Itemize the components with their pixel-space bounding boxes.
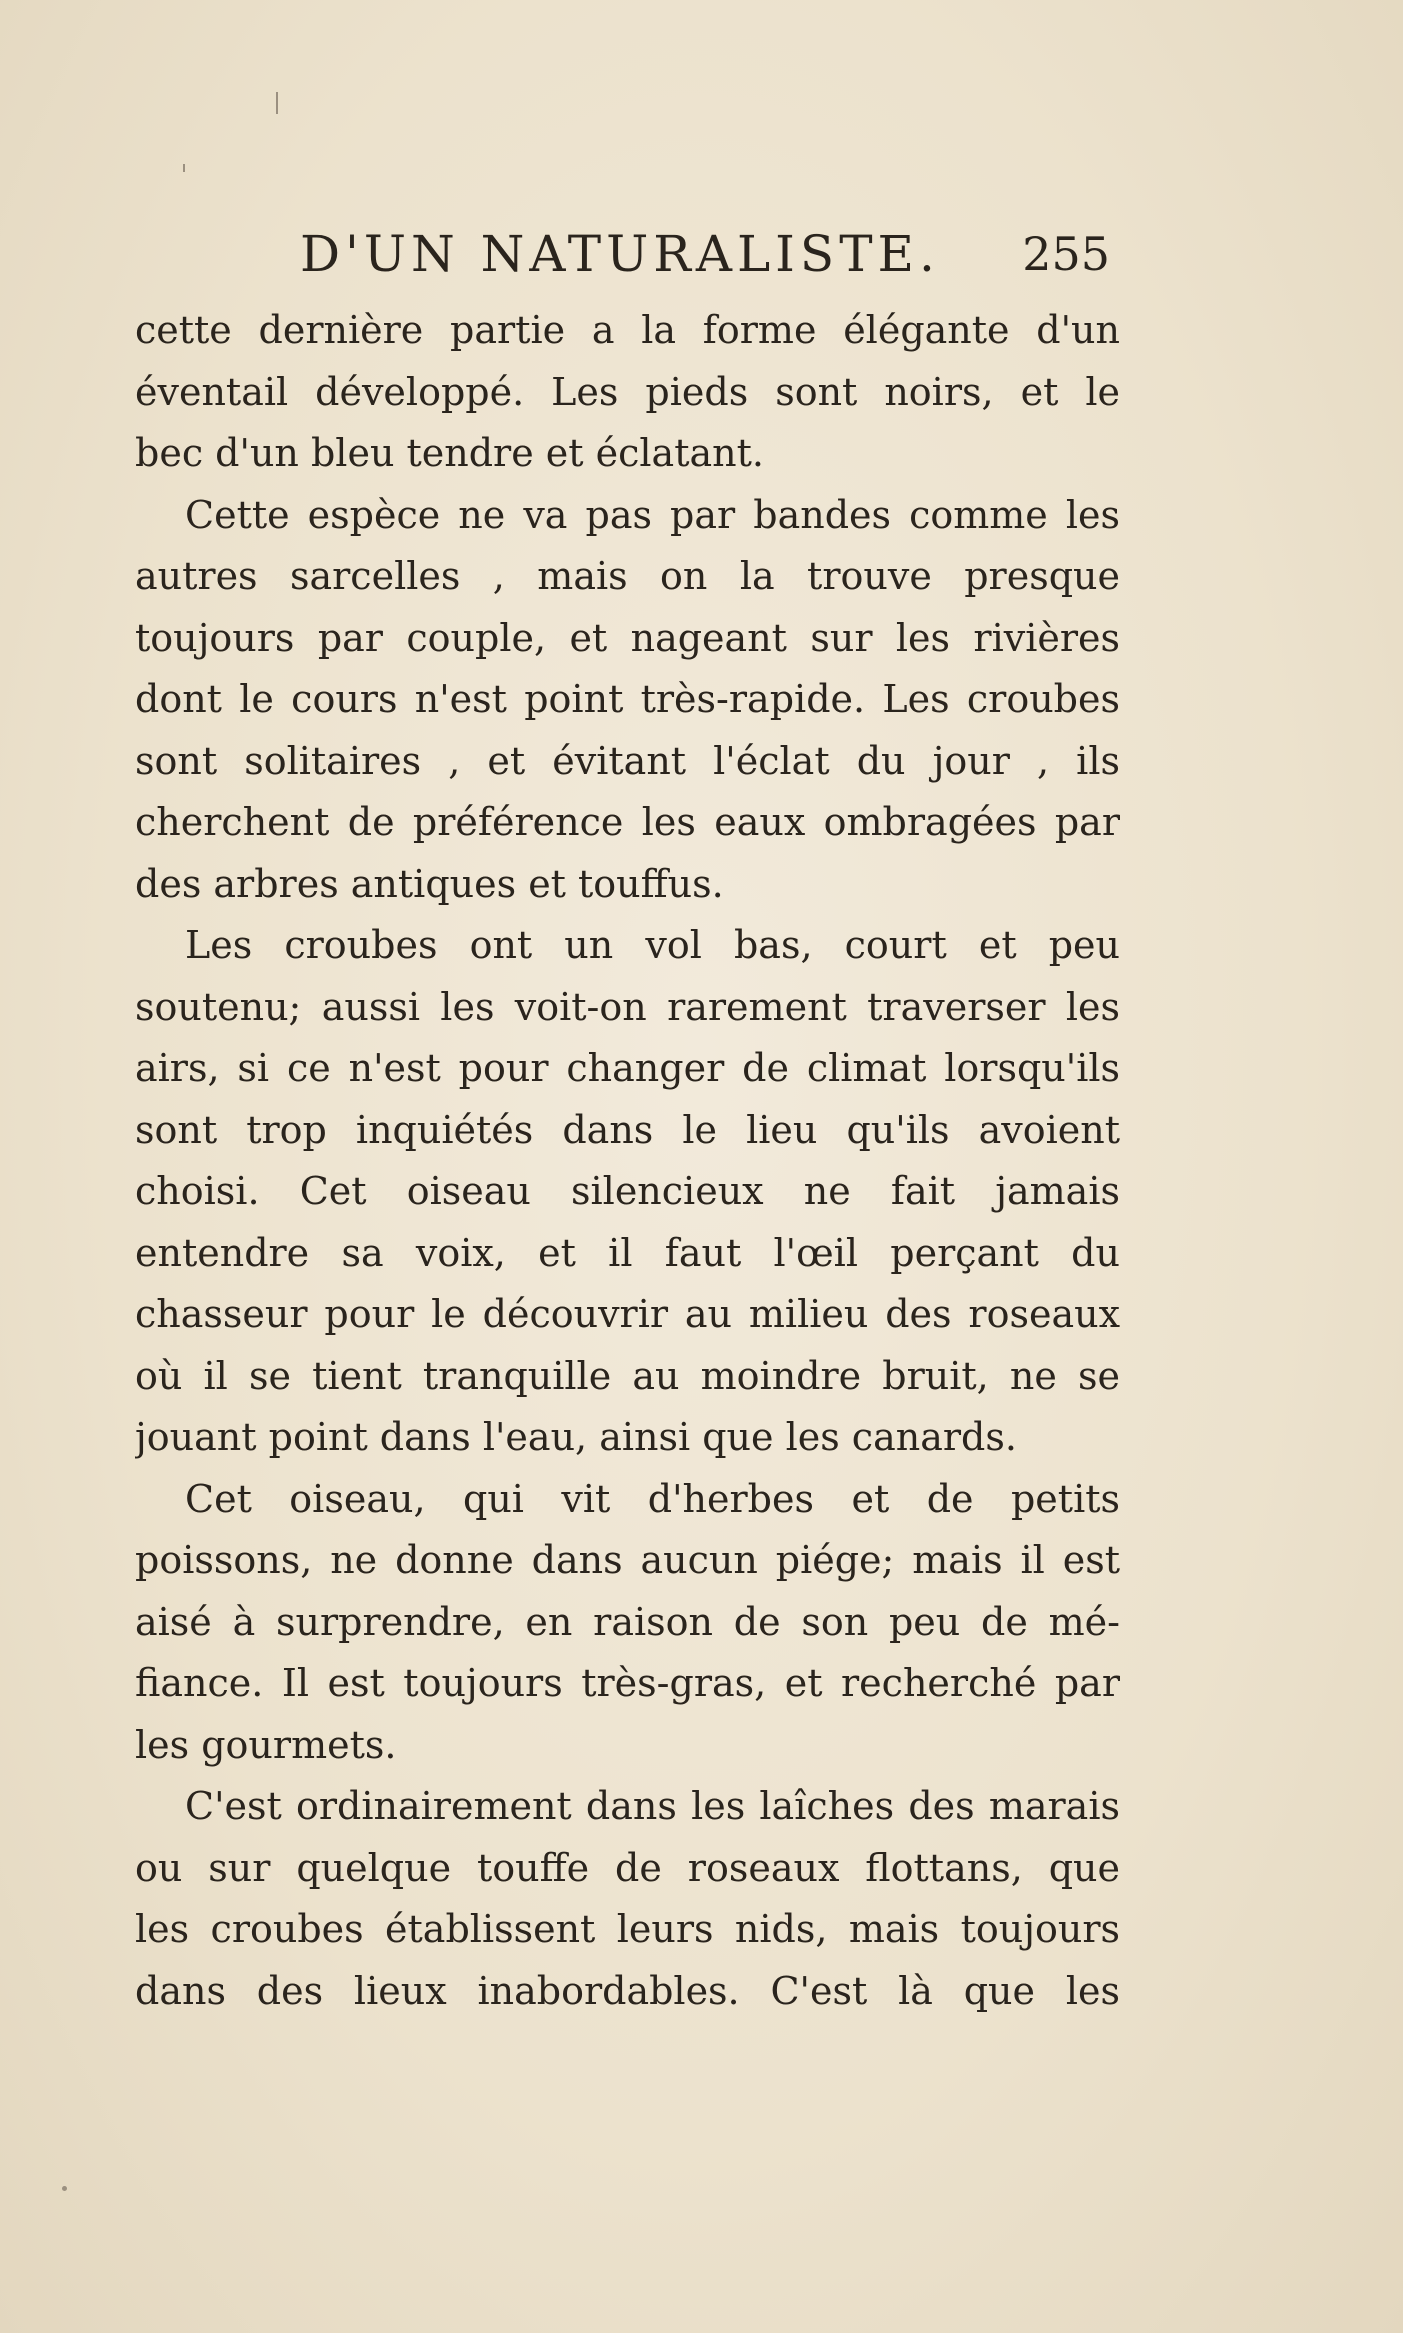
text-line: dans des lieux inabordables. C'est là que les (135, 1968, 1120, 2013)
text-line: chasseur pour le découvrir au milieu des roseaux (135, 1292, 1120, 1336)
paper-speck (62, 2186, 67, 2191)
paper-speck (276, 92, 278, 114)
text-line: les croubes établissent leurs nids, mais toujours (135, 1907, 1120, 1951)
text-line: des arbres antiques et touffus. (135, 861, 724, 906)
page-header (300, 222, 1110, 286)
paper-speck (183, 164, 185, 172)
text-line: airs, si ce n'est pour changer de climat lorsqu'ils (135, 1046, 1120, 1090)
text-line: éventail développé. Les pieds sont noirs, et le (135, 369, 1120, 414)
text-line: ou sur quelque touffe de roseaux flottans, que (135, 1845, 1120, 1890)
text-line: sont solitaires , et évitant l'éclat du jour , ils (135, 738, 1120, 783)
text-line: cherchent de préférence les eaux ombragées par (135, 800, 1120, 844)
text-line: Cet oiseau, qui vit d'herbes et de petits (185, 1476, 1120, 1521)
text-line: entendre sa voix, et il faut l'œil perçant du (135, 1230, 1120, 1275)
text-line: poissons, ne donne dans aucun piége; mais il est (135, 1538, 1120, 1582)
text-line: autres sarcelles , mais on la trouve presque (135, 554, 1120, 598)
running-title: D'UN NATURALISTE. (300, 225, 940, 283)
body-text (135, 300, 1120, 2020)
text-line: Les croubes ont un vol bas, court et peu (185, 923, 1120, 967)
text-line: cette dernière partie a la forme élégante d'un (135, 308, 1120, 352)
text-line: bec d'un bleu tendre et éclatant. (135, 431, 764, 475)
text-line: les gourmets. (135, 1722, 397, 1767)
text-line: Cette espèce ne va pas par bandes comme les (185, 492, 1120, 537)
text-line: fiance. Il est toujours très-gras, et recherché par (135, 1661, 1120, 1705)
text-line: où il se tient tranquille au moindre bruit, ne se (135, 1353, 1120, 1398)
text-line: toujours par couple, et nageant sur les rivières (135, 615, 1120, 660)
page-number: 255 (1022, 227, 1110, 281)
text-line: soutenu; aussi les voit-on rarement traverser les (135, 984, 1120, 1029)
text-line: C'est ordinairement dans les laîches des marais (185, 1784, 1120, 1828)
text-line: sont trop inquiétés dans le lieu qu'ils avoient (135, 1107, 1120, 1152)
text-line: choisi. Cet oiseau silencieux ne fait jamais (135, 1169, 1120, 1213)
text-line: jouant point dans l'eau, ainsi que les canards. (135, 1415, 1017, 1459)
text-line: aisé à surprendre, en raison de son peu de mé- (135, 1599, 1120, 1644)
text-line: dont le cours n'est point très-rapide. Les croubes (135, 677, 1120, 721)
